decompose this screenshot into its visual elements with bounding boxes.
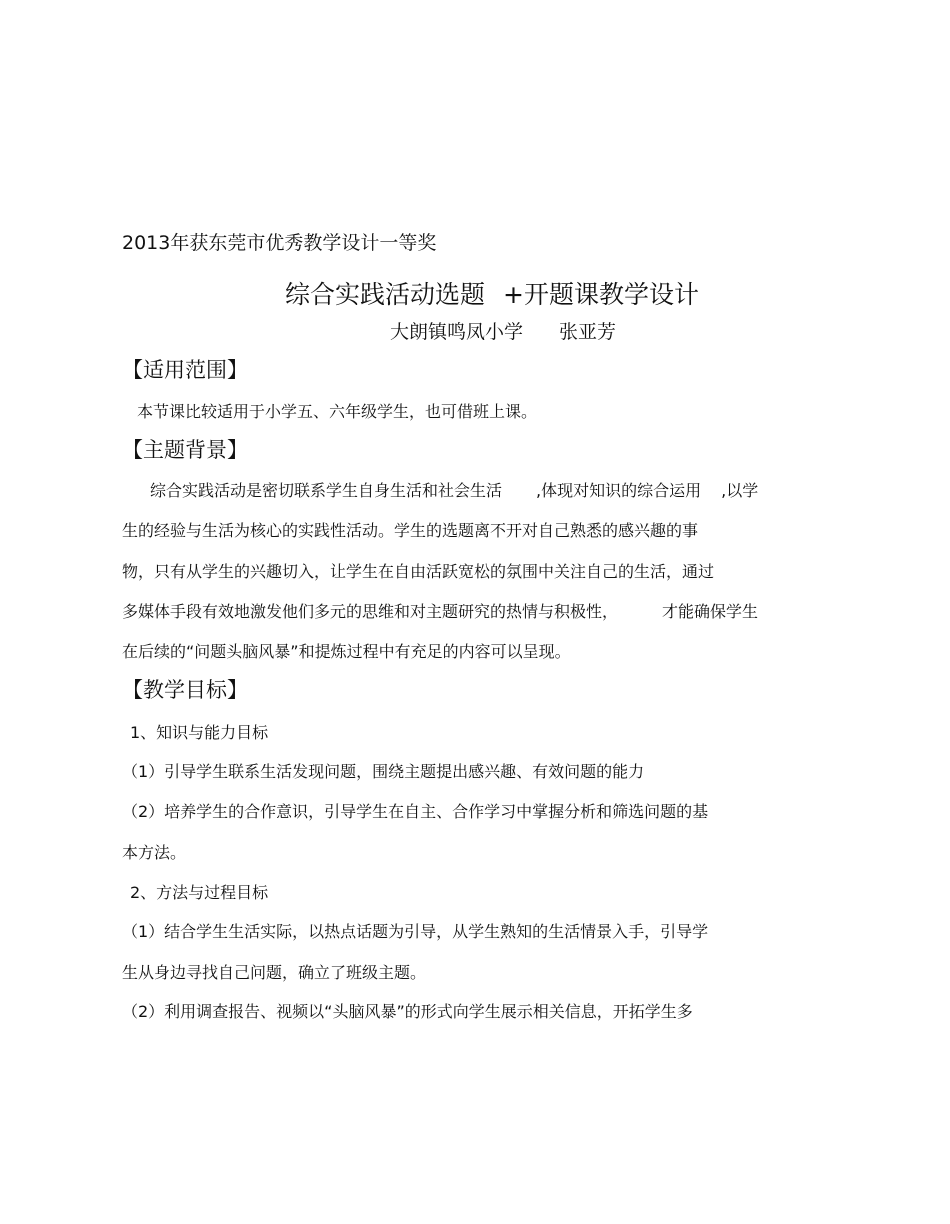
goals-item-2-1a: （1）结合学生生活实际，以热点话题为引导，从学生熟知的生活情景入手，引导学 [122, 922, 709, 941]
goals-item-1-2a: （2）培养学生的合作意识，引导学生在自主、合作学习中掌握分析和筛选问题的基 [122, 802, 709, 821]
title-part2: +开题课教学设计 [503, 280, 699, 309]
scope-heading: 【适用范围】 [122, 358, 248, 382]
background-line-1c: ,以学 [721, 481, 759, 500]
goals-subheading-2: 2、方法与过程目标 [130, 883, 269, 902]
background-line-4a: 多媒体手段有效地激发他们多元的思维和对主题研究的热情与积极性， [122, 602, 619, 621]
scope-text: 本节课比较适用于小学五、六年级学生，也可借班上课。 [137, 402, 538, 421]
background-line-1b: ,体现对知识的综合运用 [536, 481, 702, 500]
goals-item-2-1b: 生从身边寻找自己问题，确立了班级主题。 [122, 963, 427, 982]
author-name: 张亚芳 [559, 321, 617, 343]
title-part1: 综合实践活动选题 [285, 280, 486, 309]
goals-item-2-2a: （2）利用调查报告、视频以“头脑风暴”的形式向学生展示相关信息，开拓学生多 [122, 1002, 693, 1021]
goals-heading: 【教学目标】 [122, 678, 248, 702]
background-line-1 [150, 483, 758, 499]
background-line-2: 生的经验与生活为核心的实践性活动。学生的选题离不开对自己熟悉的感兴趣的事 [122, 521, 699, 540]
page-title [285, 282, 699, 307]
background-line-1a: 综合实践活动是密切联系学生自身生活和社会生活 [150, 481, 503, 500]
background-line-3: 物，只有从学生的兴趣切入，让学生在自由活跃宽松的氛围中关注自己的生活，通过 [122, 562, 715, 581]
author-school: 大朗镇鸣凤小学 [390, 321, 524, 343]
background-heading: 【主题背景】 [122, 438, 248, 462]
background-line-4b: 才能确保学生 [662, 602, 759, 621]
award-line: 2013年获东莞市优秀教学设计一等奖 [122, 232, 437, 254]
goals-subheading-1: 1、知识与能力目标 [130, 723, 269, 742]
background-line-4 [122, 604, 758, 620]
goals-item-1-1: （1）引导学生联系生活发现问题，围绕主题提出感兴趣、有效问题的能力 [122, 762, 645, 781]
goals-item-1-2b: 本方法。 [122, 843, 187, 862]
author-line [390, 323, 616, 342]
background-line-5: 在后续的“问题头脑风暴”和提炼过程中有充足的内容可以呈现。 [122, 642, 571, 661]
